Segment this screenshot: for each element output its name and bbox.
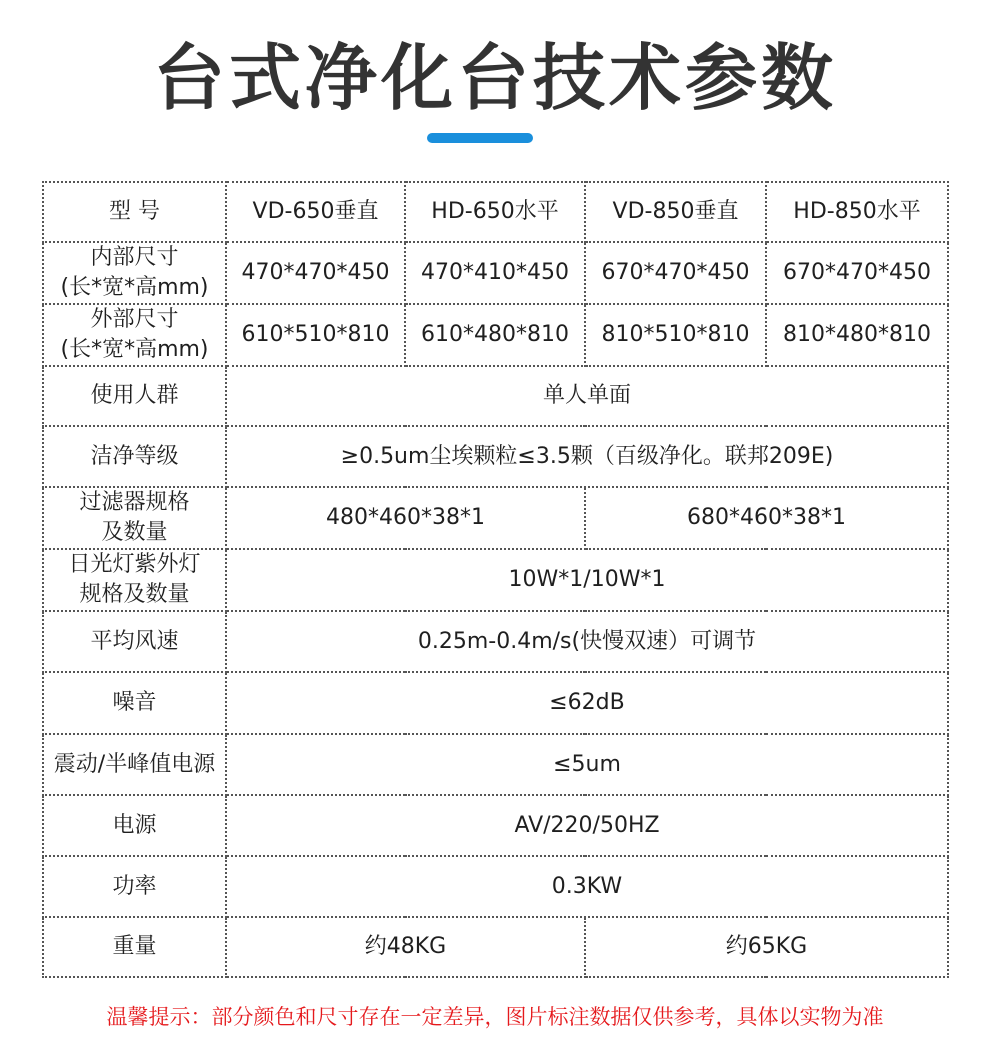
filter-value: 680*460*38*1: [585, 487, 948, 549]
power-label: 功率: [43, 856, 226, 917]
lamps-value: 10W*1/10W*1: [226, 549, 948, 611]
table-row-users: [43, 366, 948, 426]
users-value: 单人单面: [226, 366, 948, 426]
air-speed-value: 0.25m-0.4m/s(快慢双速）可调节: [226, 611, 948, 672]
inner-size-label-line2: (长*宽*高mm): [60, 275, 209, 300]
model-label: 型 号: [43, 182, 226, 242]
table-row-inner-size: [43, 242, 948, 304]
inner-size-cell: 670*470*450: [766, 242, 948, 304]
power-value: 0.3KW: [226, 856, 948, 917]
inner-size-cell: 470*410*450: [405, 242, 585, 304]
lamps-label: [43, 549, 226, 611]
table-row-power: [43, 856, 948, 917]
model-cell: HD-650水平: [405, 182, 585, 242]
lamps-label-line1: 日光灯紫外灯: [68, 552, 201, 577]
table-row-power-supply: [43, 795, 948, 856]
table-row-lamps: [43, 549, 948, 611]
outer-size-label-line1: 外部尺寸: [90, 307, 179, 332]
table-row-filter: [43, 487, 948, 549]
weight-value: 约48KG: [226, 917, 585, 977]
disclaimer-note: 温馨提示：部分颜色和尺寸存在一定差异，图片标注数据仅供参考，具体以实物为准: [106, 1005, 884, 1029]
model-cell: HD-850水平: [766, 182, 948, 242]
weight-label: 重量: [43, 917, 226, 977]
noise-value: ≤62dB: [226, 672, 948, 734]
power-supply-label: 电源: [43, 795, 226, 856]
outer-size-label-line2: (长*宽*高mm): [60, 337, 209, 362]
users-label: 使用人群: [43, 366, 226, 426]
spec-table: [42, 181, 949, 978]
noise-label: 噪音: [43, 672, 226, 734]
filter-value: 480*460*38*1: [226, 487, 585, 549]
outer-size-cell: 810*480*810: [766, 304, 948, 366]
air-speed-label: 平均风速: [43, 611, 226, 672]
model-cell: VD-850垂直: [585, 182, 766, 242]
table-row-vibration: [43, 734, 948, 795]
table-row-weight: [43, 917, 948, 977]
table-row-outer-size: [43, 304, 948, 366]
outer-size-cell: 810*510*810: [585, 304, 766, 366]
outer-size-label: [43, 304, 226, 366]
power-supply-value: AV/220/50HZ: [226, 795, 948, 856]
inner-size-label: [43, 242, 226, 304]
inner-size-cell: 470*470*450: [226, 242, 405, 304]
table-row-air-speed: [43, 611, 948, 672]
title-underline: [427, 133, 533, 143]
lamps-label-line2: 规格及数量: [79, 582, 190, 607]
table-row-model: [43, 182, 948, 242]
inner-size-label-line1: 内部尺寸: [90, 245, 179, 270]
weight-value: 约65KG: [585, 917, 948, 977]
model-cell: VD-650垂直: [226, 182, 405, 242]
outer-size-cell: 610*510*810: [226, 304, 405, 366]
table-row-noise: [43, 672, 948, 734]
vibration-label: 震动/半峰值电源: [43, 734, 226, 795]
page-title: 台式净化台技术参数: [152, 36, 837, 120]
filter-label: [43, 487, 226, 549]
clean-level-value: ≥0.5um尘埃颗粒≤3.5颗（百级净化。联邦209E): [226, 426, 948, 487]
filter-label-line1: 过滤器规格: [79, 490, 190, 515]
vibration-value: ≤5um: [226, 734, 948, 795]
clean-level-label: 洁净等级: [43, 426, 226, 487]
outer-size-cell: 610*480*810: [405, 304, 585, 366]
table-row-clean-level: [43, 426, 948, 487]
inner-size-cell: 670*470*450: [585, 242, 766, 304]
filter-label-line2: 及数量: [101, 520, 168, 545]
